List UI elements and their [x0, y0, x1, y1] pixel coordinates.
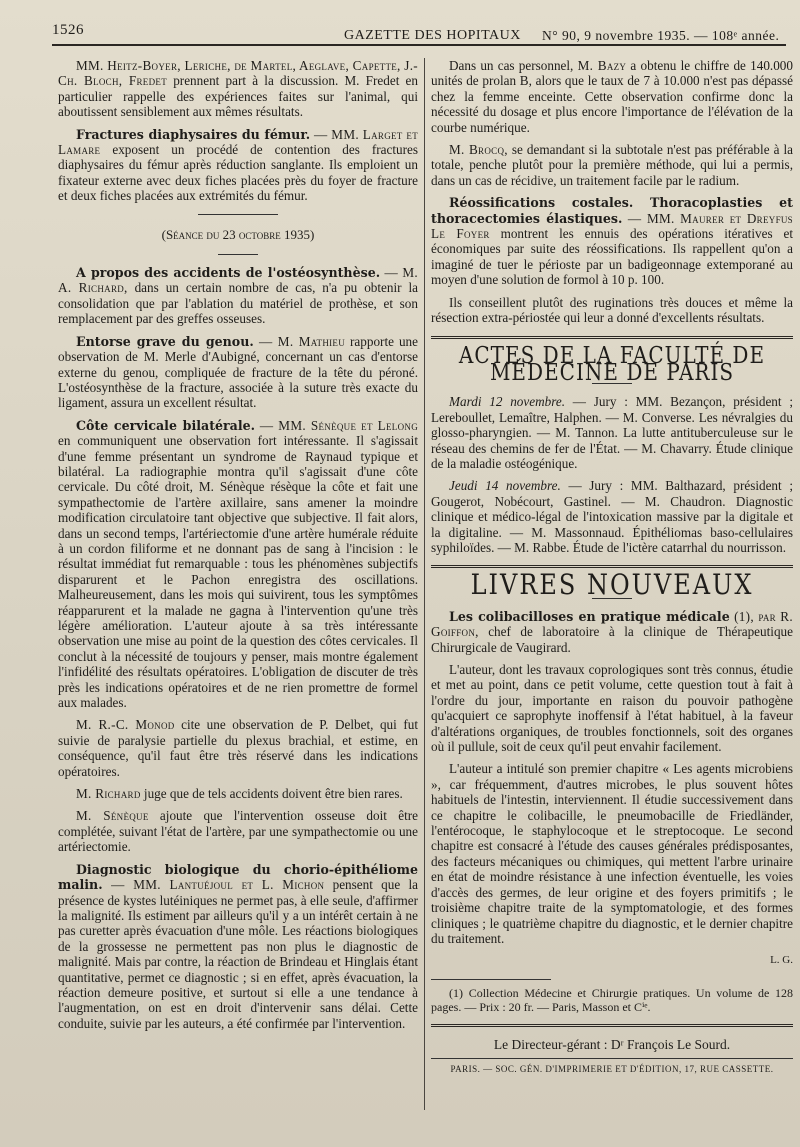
fractures-paragraph: Fractures diaphysaires du fémur. — MM. Larget et Lamare exposent un procédé de contention des fractures diaphysaires du fémur après réduction sanglante. Ils emploient un fixateur externe avec deux fiches placées près du foyer de fracture et deux fiches placées aux extrémités du fémur.: [58, 126, 418, 204]
bazy-paragraph: Dans un cas personnel, M. Bazy a obtenu le chiffre de 140.000 unités de prolan B, alors que le taux de 7 à 10.000 n'est pas dépassé chez la femme enceinte. Cette observation confirme donc la nécessité du dosage et plus encore l'importance de l'élévation de la courbe numérique.: [431, 58, 793, 135]
seance-heading: (Séance du 23 octobre 1935): [161, 226, 315, 242]
ruginations-paragraph: Ils conseillent plutôt des ruginations très douces et même la résection extra-périostée qui leur a donné d'excellents résultats.: [431, 294, 793, 326]
imprint-line: PARIS. — SOC. GÉN. D'IMPRIMERIE ET D'ÉDITION, 17, RUE CASSETTE.: [431, 1058, 793, 1077]
cote-cervicale-paragraph: Côte cervicale bilatérale. — MM. Sénèque et Lelong en communiquent une observation fort intéressante. Il s'agissait d'une femme présentant un syndrome de Raynaud typique et bilatéral. La radiographie montra qu'il s'agissait d'une côte cervicale. Du côté droit, M. Sénèque résèque la côte et fait une sympathectomie de l'artère axillaire, sans amener la moindre modification circulatoire tant objective que subjective. Il fait alors, dans un second temps, l'artériectomie d'une artère humérale réduite à un cordon filiforme et ne donnant pas de sang à l'incision : le résultat immédiat fut remarquable : tous les phénomènes subjectifs disparurent et le Pachon enregistra des oscillations. Malheureusement, dans les mois qui suivirent, tous les symptômes réapparurent et la malade ne gagna à l'intervention qu'une très légère amélioration. L'auteur ajoute à sa très intéressante observation une mise au point de la question des côtes cervicales. Il conclut à la nécessité de toujours y penser, mais montre également l'infidélité des résultats opératoires. L'obligation de discuter de très près les indications opératoires et de ne rien promettre de formel aux malades.: [58, 417, 419, 711]
reossifications-paragraph: Réossifications costales. Thoracoplasties et thoracectomies élastiques. — MM. Maurer et Dreyfus Le Foyer montrent les ennuis des opérations itératives et économiques par suite des réossifications. Ils rappellent qu'on a imaginé de tuer le périoste par un badigeonnage extemporané au moyen d'une solution de formol à 10 p. 100.: [431, 195, 793, 288]
actes-faculte-heading: ACTES DE LA FACULTÉ DE MÉDECINE DE PARIS: [458, 340, 766, 386]
richard-paragraph: M. Richard juge que de tels accidents doivent être bien rares.: [76, 786, 403, 802]
diagnostic-paragraph: Diagnostic biologique du chorio-épithéliome malin. — MM. Lantuéjoul et L. Michon pensent que la présence de kystes lutéiniques ne permet pas, à elle seule, d'affirmer la malignité. Ils estiment par ailleurs qu'il y a un intérêt certain à ne pas curetter après évacuation d'une môle. Les réactions biologiques de la grossesse ne permettent pas non plus le diagnostic de malignité. Mais par contre, la réaction de Brindeau et Hinglais étant quantitative, permet ce diagnostic ; si en effet, après évacuation, la réaction demeure positive, et surtout si elle a une tendance à l'augmentation, on est en droit d'intervenir sans délai. Cette conduite, suivie par les auteurs, a été confirmée par l'intervention.: [58, 861, 418, 1031]
brocq-paragraph: M. Brocq, se demandant si la subtotale n'est pas préférable à la totale, penche plutôt pour la première méthode, qui lui a permis, dans un cas de récidive, un traitement facile par le radium.: [431, 142, 793, 188]
monod-paragraph: M. R.-C. Monod cite une observation de P. Delbet, qui fut suivie de paralysie partielle du plexus brachial, et estime, en conséquence, qu'il faut être très réservé dans les indications opératoires.: [58, 717, 418, 779]
separator-rule: [198, 214, 278, 215]
section-double-rule: [431, 1024, 793, 1027]
colibacilloses-title-paragraph: Les colibacilloses en pratique médicale (1), par R. Goiffon, chef de laboratoire à la clinique de Thérapeutique Chirurgicale de Vaugirard.: [431, 608, 793, 655]
discussion-paragraph: MM. Heitz-Boyer, Leriche, de Martel, Aeglave, Capette, J.-Ch. Bloch, Fredet prennent part à la discussion. M. Fredet en particulier rappelle des expériences faites sur l'animal, qui aboutissent sensiblement aux mêmes résultats.: [58, 58, 418, 120]
seneque-paragraph: M. Sénèque ajoute que l'intervention osseuse doit être complétée, suivant l'état de l'artère, par une sympathectomie ou une artériectomie.: [58, 808, 418, 855]
running-header: [52, 16, 786, 46]
colibacilloses-paragraph-1: L'auteur, dont les travaux coprologiques sont très connus, étudie et met au point, dans ce petit volume, cette question tout à fait à l'ordre du jour, importante en raison du pouvoir pathogène qu'acquiert ce saprophyte inoffensif à l'état habituel, à la faveur d'altérations organiques, de troubles fonctionnels, soit des organes où il pullule, soit de ceux qu'il peut envahir facilement.: [431, 662, 793, 755]
osteosynthese-paragraph: A propos des accidents de l'ostéosynthèse. — M. A. Richard, dans un certain nombre de cas, n'a pu obtenir la consolidation que par l'ablation du matériel de prothèse, et son remplacement par des greffes osseuses.: [58, 265, 418, 327]
left-column: [58, 58, 418, 1038]
separator-rule: [218, 254, 258, 255]
mardi-paragraph: Mardi 12 novembre. — Jury : MM. Bezançon, président ; Lereboullet, Lemaître, Halphen. — M. Converse. Les névralgies du glosso-pharyngien. — M. Tannon. La lutte antituberculeuse sur le réseau des chemins de fer de l'État. — M. Chavarry. Étude clinique de la maladie ostéogénique.: [431, 394, 793, 471]
jeudi-paragraph: Jeudi 14 novembre. — Jury : MM. Balthazard, président ; Gougerot, Nobécourt, Gastinel. — M. Chaudron. Diagnostic clinique et médico-légal de l'intoxication massive par la digitale et la digitaline. — M. Massonnaud. Épithéliomas baso-cellulaires syphiloïdes. — M. Rabbe. Étude de l'ictère catarrhal du nourrisson.: [431, 478, 793, 555]
footnote: (1) Collection Médecine et Chirurgie pratiques. Un volume de 128 pages. — Prix : 20 fr. — Paris, Masson et Cⁱᵉ.: [431, 985, 793, 1014]
livres-nouveaux-heading: LIVRES NOUVEAUX: [470, 569, 754, 602]
directeur-gerant-line: Le Directeur-gérant : Dʳ François Le Sourd.: [493, 1036, 731, 1052]
issue-line: N° 90, 9 novembre 1935. — 108ᵉ année.: [542, 28, 780, 43]
entorse-paragraph: Entorse grave du genou. — M. Mathieu rapporte une observation de M. Merle d'Aubigné, concernant un cas d'entorse externe du genou, compliquée de fracture de la tête du péroné. L'ostéosynthèse de la fracture, associée à la suture très exacte du ligament, assura un excellent résultat.: [58, 333, 418, 411]
journal-title: GAZETTE DES HOPITAUX: [344, 28, 521, 43]
page-number: 1526: [52, 22, 84, 38]
review-signature: L. G.: [770, 954, 793, 967]
footnote-rule: [431, 979, 551, 980]
section-double-rule: [431, 336, 793, 339]
colibacilloses-paragraph-2: L'auteur a intitulé son premier chapitre « Les agents microbiens », car fréquemment, d'autres microbes, le plus souvent hôtes habituels de l'intestin, interviennent. Il étudie successivement dans ce chapitre le colibacille, le pneumobacille de Friedländer, l'entérocoque, le staphylocoque et le streptocoque. Le second chapitre est consacré à l'étude des causes générales prédisposantes, des facteurs mécaniques ou chimiques, qui mettent l'arbre urinaire en état de moindre résistance à une infection éventuelle, les voies d'accès des germes, de leur origine et des foyers primitifs ; le troisième chapitre traite de la symptomatologie, et des formes cliniques ; le quatrième chapitre du diagnostic, et le dernier chapitre du traitement.: [431, 761, 793, 946]
right-column: [424, 58, 793, 1110]
